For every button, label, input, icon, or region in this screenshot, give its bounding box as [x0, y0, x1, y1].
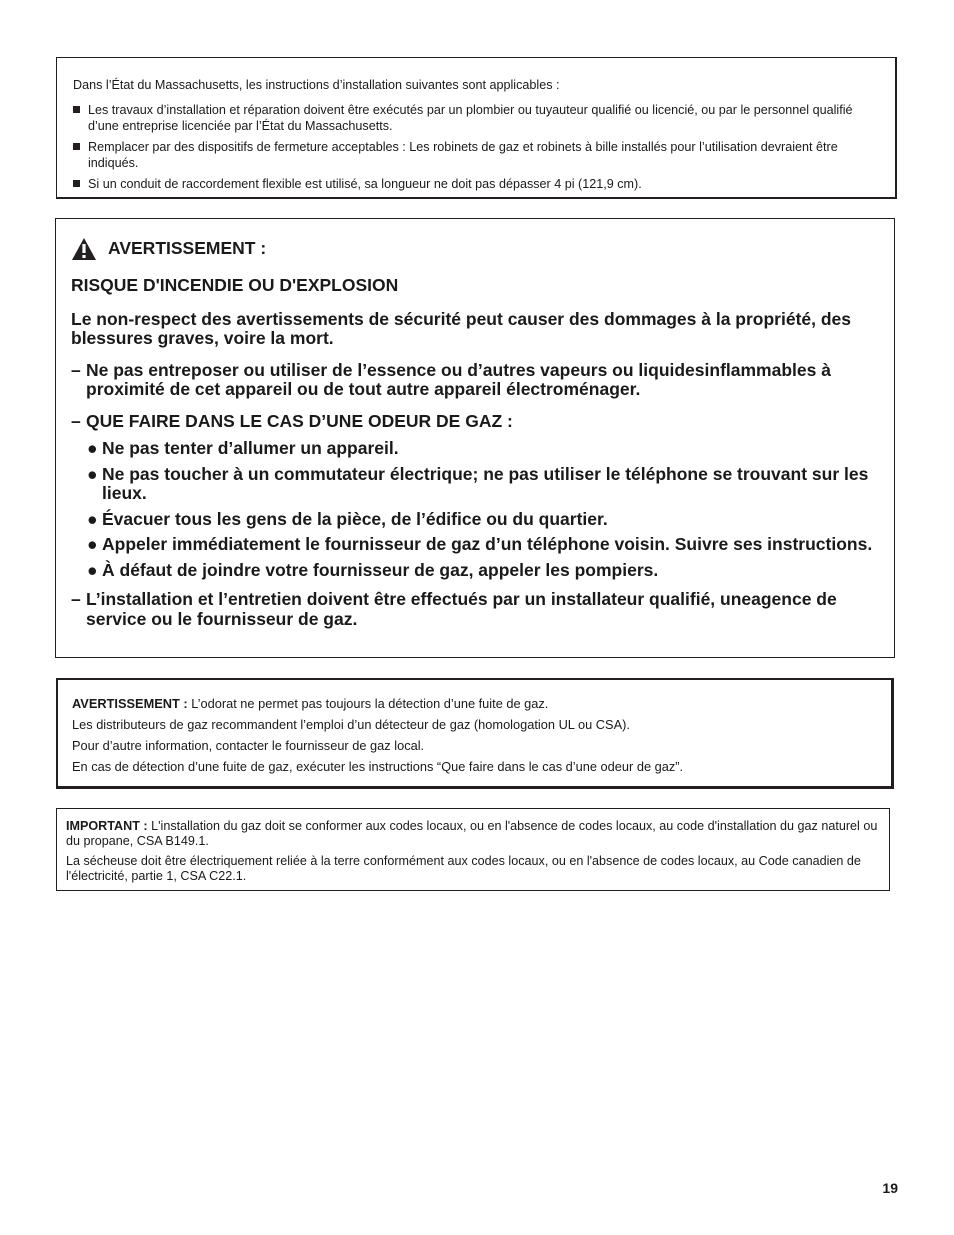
important-paragraph: La sécheuse doit être électriquement reliée à la terre conformément aux codes locaux, ou en l'absence de codes locaux, au Code canadien de l'électricité, partie 1, CSA C22.1. [66, 854, 861, 883]
important-label: IMPORTANT : [66, 819, 148, 833]
warning-header [71, 237, 880, 261]
odor-line: Pour d’autre information, contacter le fournisseur de gaz local. [72, 738, 425, 753]
square-bullet-icon [73, 143, 80, 150]
odor-label: AVERTISSEMENT : [72, 696, 188, 711]
bullet-text: À défaut de joindre votre fournisseur de gaz, appeler les pompiers. [102, 559, 659, 580]
list-item-text: Si un conduit de raccordement flexible est utilisé, sa longueur ne doit pas dépasser 4 pi (121,9 cm). [88, 177, 642, 191]
bullet-text: Ne pas toucher à un commutateur électrique; ne pas utiliser le téléphone se trouvant sur les lieux. [102, 463, 869, 503]
bullet-marker: ● [87, 559, 98, 580]
odor-text: L’odorat ne permet pas toujours la détection d’une fuite de gaz. [187, 696, 549, 711]
list-item [73, 102, 881, 134]
odor-line: Les distributeurs de gaz recommandent l’emploi d’un détecteur de gaz (homologation UL ou CSA). [72, 717, 630, 732]
warning-dash-item [71, 412, 880, 432]
warning-dash-item [71, 590, 880, 629]
list-item [73, 176, 881, 192]
bullet-text: Évacuer tous les gens de la pièce, de l’édifice ou du quartier. [102, 508, 608, 529]
dash-text: L’installation et l’entretien doivent être effectués par un installateur qualifié, uneagence de service ou le fournisseur de gaz. [86, 589, 837, 629]
warning-bullet-item [71, 535, 880, 555]
warning-bullet-item [71, 439, 880, 459]
dash-marker: – [71, 589, 81, 609]
warning-triangle-icon [71, 237, 97, 261]
warning-bullet-item [71, 465, 880, 504]
warning-heading: AVERTISSEMENT : [108, 238, 267, 259]
bullet-text: Ne pas tenter d’allumer un appareil. [102, 438, 399, 458]
bullet-marker: ● [87, 463, 98, 484]
warning-dash-item [71, 361, 880, 400]
warning-risk: RISQUE D'INCENDIE OU D'EXPLOSION [71, 275, 399, 295]
bullet-marker: ● [87, 508, 98, 529]
bullet-marker: ● [87, 534, 98, 554]
massachusetts-intro: Dans l’État du Massachusetts, les instructions d’installation suivantes sont applicables : [73, 78, 560, 92]
page-number: 19 [882, 1180, 898, 1196]
dash-text: Ne pas entreposer ou utiliser de l’essence ou d’autres vapeurs ou liquidesinflammables à proximité de cet appareil ou de tout autre appareil électroménager. [86, 359, 831, 399]
list-item [73, 139, 881, 171]
odor-line [72, 696, 877, 712]
important-text: L'installation du gaz doit se conformer aux codes locaux, ou en l'absence de codes locaux, au code d'installation du gaz naturel ou du propane, CSA B149.1. [66, 819, 878, 848]
list-item-text: Les travaux d’installation et réparation doivent être exécutés par un plombier ou tuyauteur qualifié ou licencié, ou par le personnel qualifié d’une entreprise licenciée par l’État du Massachusetts. [88, 103, 853, 133]
dash-text: QUE FAIRE DANS LE CAS D’UNE ODEUR DE GAZ : [86, 410, 513, 431]
bullet-text: Appeler immédiatement le fournisseur de gaz d’un téléphone voisin. Suivre ses instructions. [102, 534, 873, 554]
odor-line: En cas de détection d’une fuite de gaz, exécuter les instructions “Que faire dans le cas d’une odeur de gaz”. [72, 759, 684, 774]
list-item-text: Remplacer par des dispositifs de fermeture acceptables : Les robinets de gaz et robinets à bille installés pour l’utilisation devraient être indiqués. [88, 140, 838, 170]
square-bullet-icon [73, 180, 80, 187]
important-notice [56, 808, 890, 891]
dash-marker: – [71, 359, 81, 380]
important-paragraph [66, 819, 879, 848]
dash-marker: – [71, 410, 81, 431]
square-bullet-icon [73, 106, 80, 113]
warning-bullet-item [71, 561, 880, 581]
bullet-marker: ● [87, 438, 98, 458]
warning-intro: Le non-respect des avertissements de sécurité peut causer des dommages à la propriété, des blessures graves, voire la mort. [71, 308, 852, 348]
fire-explosion-warning [55, 218, 895, 658]
warning-bullet-item [71, 510, 880, 530]
massachusetts-notice [56, 57, 897, 199]
gas-odor-warning [56, 678, 894, 789]
